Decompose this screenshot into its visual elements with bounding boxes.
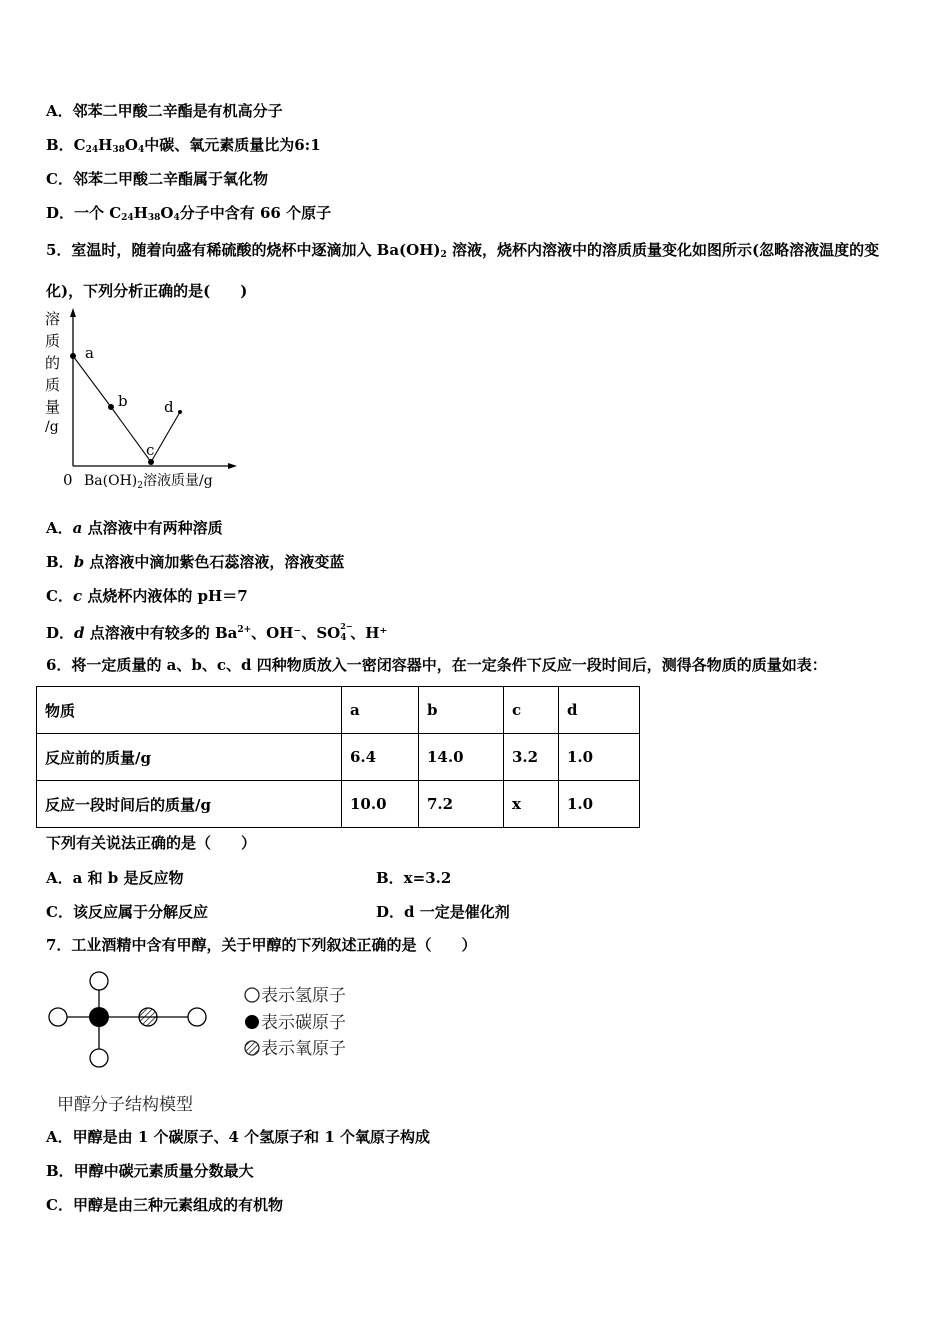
table-cell: d bbox=[559, 687, 640, 734]
table-cell: c bbox=[504, 687, 559, 734]
y-label-char: 质 bbox=[45, 332, 61, 350]
carbon-atom bbox=[89, 1007, 109, 1027]
table-cell: 10.0 bbox=[342, 781, 419, 828]
table-header-row bbox=[37, 687, 640, 734]
q6-option-a: A．a 和 b 是反应物 bbox=[46, 869, 184, 887]
table-cell: 1.0 bbox=[559, 734, 640, 781]
q6-question: 下列有关说法正确的是（ ） bbox=[46, 834, 257, 852]
table-row bbox=[37, 734, 640, 781]
hydrogen-atom bbox=[188, 1008, 206, 1026]
model-caption: 甲醇分子结构模型 bbox=[57, 1095, 193, 1115]
table-cell: 反应前的质量/g bbox=[37, 734, 342, 781]
table-cell: 6.4 bbox=[342, 734, 419, 781]
legend-carbon-icon bbox=[245, 1015, 259, 1029]
legend-hydrogen-icon bbox=[245, 988, 259, 1002]
methanol-model-diagram bbox=[40, 968, 370, 1118]
y-label-char: 的 bbox=[45, 354, 61, 372]
legend-oxygen-icon bbox=[245, 1041, 259, 1055]
point-b bbox=[108, 404, 114, 410]
q4-option-c: C．邻苯二甲酸二辛酯属于氧化物 bbox=[46, 170, 268, 188]
table-row bbox=[37, 781, 640, 828]
legend-oxygen: 表示氧原子 bbox=[261, 1039, 346, 1059]
point-label-b: b bbox=[118, 392, 128, 410]
q7-option-a: A．甲醇是由 1 个碳原子、4 个氢原子和 1 个氧原子构成 bbox=[46, 1128, 431, 1146]
q5-option-a: A．a 点溶液中有两种溶质 bbox=[46, 519, 223, 537]
q7-stem: 7．工业酒精中含有甲醇，关于甲醇的下列叙述正确的是（ ） bbox=[46, 936, 477, 954]
table-cell: 3.2 bbox=[504, 734, 559, 781]
q5-solute-mass-graph bbox=[40, 306, 240, 496]
q4-option-a: A．邻苯二甲酸二辛酯是有机高分子 bbox=[46, 102, 283, 120]
origin-label: 0 bbox=[63, 471, 73, 489]
q6-option-d: D．d 一定是催化剂 bbox=[376, 903, 510, 921]
table-cell: 14.0 bbox=[419, 734, 504, 781]
q5-option-d: D．d 点溶液中有较多的 $Ba^{2+}$、OH⁻、SO 2− 4 、H⁺ bbox=[46, 621, 388, 643]
point-label-c: c bbox=[146, 441, 155, 459]
y-label-char: /g bbox=[45, 419, 59, 435]
legend-carbon: 表示碳原子 bbox=[261, 1013, 346, 1033]
y-label-char: 量 bbox=[45, 398, 61, 416]
q7-option-c: C．甲醇是由三种元素组成的有机物 bbox=[46, 1196, 283, 1214]
legend-hydrogen: 表示氢原子 bbox=[261, 986, 346, 1006]
table-cell: a bbox=[342, 687, 419, 734]
q6-stem: 6．将一定质量的 a、b、c、d 四种物质放入一密闭容器中，在一定条件下反应一段时间后，测得各物质的质量如表： bbox=[46, 656, 827, 674]
table-cell: 7.2 bbox=[419, 781, 504, 828]
q5-option-b: B．b 点溶液中滴加紫色石蕊溶液，溶液变蓝 bbox=[46, 553, 345, 571]
q6-mass-table bbox=[36, 686, 640, 828]
q5-stem: 5．室温时，随着向盛有稀硫酸的烧杯中逐滴加入 $Ba(OH)_2$ 溶液，烧杯内溶液中的溶质质量变化如图所示(忽略溶液温度的变化)，下列分析正确的是( ) bbox=[46, 241, 880, 300]
y-axis-arrow-icon bbox=[70, 308, 76, 317]
table-cell: 物质 bbox=[37, 687, 342, 734]
q6-option-c: C．该反应属于分解反应 bbox=[46, 903, 208, 921]
point-d bbox=[178, 410, 182, 414]
point-c bbox=[148, 459, 154, 465]
table-cell: b bbox=[419, 687, 504, 734]
hydrogen-atom bbox=[90, 972, 108, 990]
hydrogen-atom bbox=[49, 1008, 67, 1026]
x-axis-arrow-icon bbox=[228, 463, 237, 469]
point-label-a: a bbox=[85, 344, 94, 362]
table-cell: x bbox=[504, 781, 559, 828]
q7-option-b: B．甲醇中碳元素质量分数最大 bbox=[46, 1162, 254, 1180]
table-cell: 1.0 bbox=[559, 781, 640, 828]
q6-option-b: B．x=3.2 bbox=[376, 869, 452, 887]
y-label-char: 溶 bbox=[45, 310, 61, 328]
point-a bbox=[70, 353, 76, 359]
oxygen-atom bbox=[139, 1008, 157, 1026]
x-axis-label: $Ba(OH)_2$溶液质量/g bbox=[84, 473, 213, 491]
q4-option-b: B．$C_{24}H_{38}O_4$中碳、氧元素质量比为6:1 bbox=[46, 136, 321, 155]
q5-option-c: C．c 点烧杯内液体的 pH＝7 bbox=[46, 587, 248, 605]
table-cell: 反应一段时间后的质量/g bbox=[37, 781, 342, 828]
point-label-d: d bbox=[164, 398, 174, 416]
hydrogen-atom bbox=[90, 1049, 108, 1067]
q4-option-d: D．一个 $C_{24}H_{38}O_4$分子中含有 66 个原子 bbox=[46, 204, 332, 223]
y-label-char: 质 bbox=[45, 376, 61, 394]
